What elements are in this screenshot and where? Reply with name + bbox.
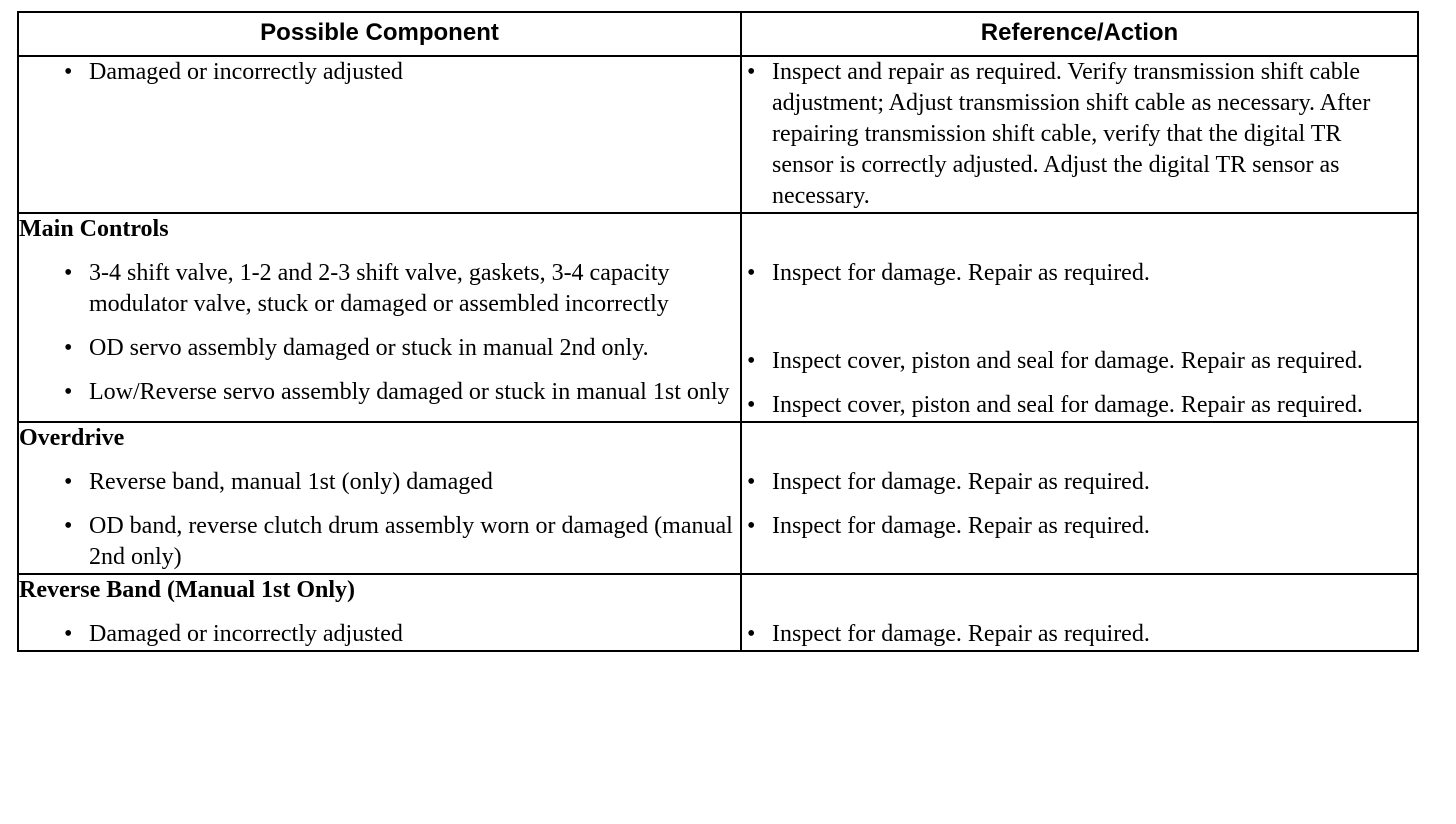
component-text: Low/Reverse servo assembly damaged or stuck in manual 1st only [89, 379, 730, 405]
header-reference-action: Reference/Action [741, 12, 1418, 56]
bullet-icon: • [64, 469, 73, 495]
action-cell [741, 213, 1418, 422]
group-title: Main Controls [19, 216, 169, 242]
list-item [19, 57, 649, 88]
component-cell [18, 213, 741, 422]
table-row [18, 574, 1418, 651]
bullet-icon: • [64, 260, 73, 286]
diagnosis-table [17, 11, 1419, 652]
component-cell [18, 574, 741, 651]
bullet-icon: • [64, 513, 73, 539]
action-text: Inspect cover, piston and seal for damage. Repair as required. [772, 392, 1363, 418]
group-title: Reverse Band (Manual 1st Only) [19, 577, 355, 603]
list-item [19, 258, 740, 320]
component-text: Reverse band, manual 1st (only) damaged [89, 469, 493, 495]
bullet-icon: • [747, 392, 756, 418]
list-item [742, 346, 1417, 377]
list-item [742, 258, 1417, 333]
list-item [742, 619, 1417, 650]
action-text: Inspect for damage. Repair as required. [772, 621, 1150, 647]
component-cell [18, 56, 741, 213]
header-row [18, 12, 1418, 56]
bullet-icon: • [64, 335, 73, 361]
bullet-icon: • [64, 621, 73, 647]
component-text: 3-4 shift valve, 1-2 and 2-3 shift valve, gaskets, 3-4 capacity modulator valve, stuck or damaged or assembled incorrectly [89, 260, 670, 317]
component-text: OD servo assembly damaged or stuck in manual 2nd only. [89, 335, 649, 361]
header-possible-component: Possible Component [18, 12, 741, 56]
bullet-icon: • [747, 59, 756, 85]
list-item [19, 467, 740, 498]
bullet-icon: • [747, 469, 756, 495]
component-cell [18, 422, 741, 574]
table-row [18, 213, 1418, 422]
action-text: Inspect cover, piston and seal for damage. Repair as required. [772, 348, 1363, 374]
list-item [19, 511, 740, 573]
action-text: Inspect for damage. Repair as required. [772, 513, 1150, 539]
component-text: Damaged or incorrectly adjusted [89, 621, 403, 647]
group-title: Overdrive [19, 425, 125, 451]
table-row [18, 422, 1418, 574]
action-text: Inspect for damage. Repair as required. [772, 469, 1150, 495]
action-cell [741, 56, 1418, 213]
bullet-icon: • [64, 379, 73, 405]
component-text: OD band, reverse clutch drum assembly worn or damaged (manual 2nd only) [89, 513, 733, 570]
list-item [742, 390, 1417, 421]
component-text: Damaged or incorrectly adjusted [89, 59, 403, 85]
bullet-icon: • [747, 348, 756, 374]
bullet-icon: • [747, 513, 756, 539]
list-item [19, 377, 740, 408]
action-text: Inspect and repair as required. Verify transmission shift cable adjustment; Adjust transmission shift cable as necessary. After repairing transmission shift cable, verify that the digital TR sensor is correctly adjusted. Adjust the digital TR sensor as necessary. [772, 59, 1371, 209]
bullet-icon: • [747, 621, 756, 647]
bullet-icon: • [64, 59, 73, 85]
list-item [742, 467, 1417, 498]
action-cell [741, 574, 1418, 651]
list-item [742, 57, 1372, 212]
list-item [19, 333, 740, 364]
action-text: Inspect for damage. Repair as required. [772, 260, 1150, 286]
bullet-icon: • [747, 260, 756, 286]
list-item [19, 619, 740, 650]
list-item [742, 511, 1417, 542]
table-row [18, 56, 1418, 213]
action-cell [741, 422, 1418, 574]
